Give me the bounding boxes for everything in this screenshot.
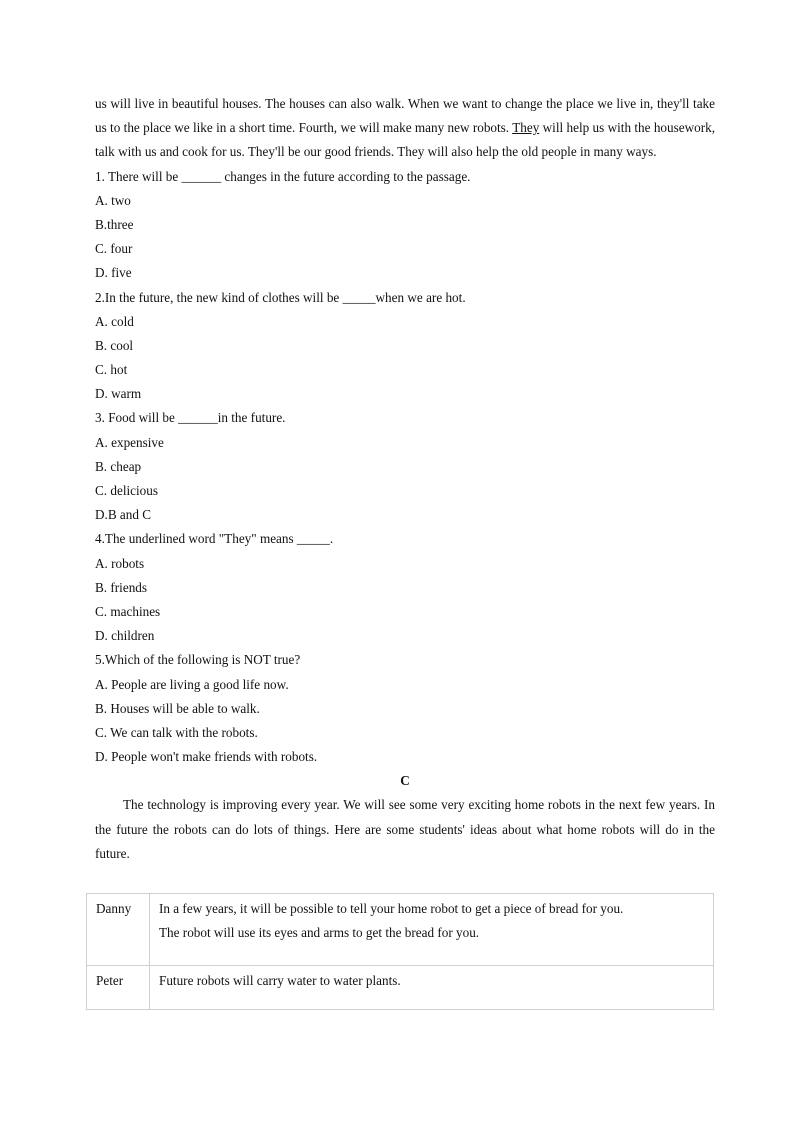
student-name-text: Peter	[96, 973, 124, 988]
question-3	[95, 406, 715, 527]
option-b: B. cool	[95, 337, 134, 353]
option-d: D. People won't make friends with robots.	[95, 749, 318, 765]
option-a: A. two	[95, 192, 131, 208]
option-b: B. cheap	[95, 458, 142, 474]
question-2	[95, 286, 715, 407]
ideas-table	[86, 893, 714, 1010]
student-idea	[150, 894, 714, 966]
option-b: B.three	[95, 216, 134, 232]
question-4	[95, 527, 715, 648]
option-c: C. delicious	[95, 483, 159, 499]
option-c: C. four	[95, 241, 133, 257]
option-a: A. People are living a good life now.	[95, 676, 289, 692]
option-b: B. friends	[95, 579, 148, 595]
table-row	[87, 966, 714, 1010]
question-1	[95, 165, 715, 286]
section-c-title: C	[400, 773, 410, 789]
option-c: C. We can talk with the robots.	[95, 724, 258, 740]
student-name	[87, 966, 150, 1010]
question-stem: 1. There will be ______ changes in the future according to the passage.	[95, 168, 471, 184]
reading-passage	[95, 92, 715, 165]
document-page	[95, 92, 715, 866]
student-idea	[150, 966, 714, 1010]
passage-text-after: will help us with the housework, talk with us and cook for us. They'll be our good friends. They will also help the old people in many ways.	[95, 120, 716, 160]
passage-text-before: us will live in beautiful houses. The houses can also walk. When we want to change the place we live in, they'll take us to the place we like in a short time. Fourth, we will make many new robots.	[95, 96, 715, 136]
section-c-intro: The technology is improving every year. We will see some very exciting home robots in the next few years. In the future the robots can do lots of things. Here are some students' ideas about what home robots will do in the future.	[95, 797, 715, 861]
question-stem: 5.Which of the following is NOT true?	[95, 652, 301, 668]
student-name-text: Danny	[96, 901, 132, 916]
idea-line: The robot will use its eyes and arms to get the bread for you.	[159, 925, 480, 940]
option-d: D. five	[95, 265, 132, 281]
option-d: D. children	[95, 628, 155, 644]
underlined-word: They	[512, 120, 540, 136]
option-d: D. warm	[95, 386, 142, 402]
option-a: A. expensive	[95, 434, 164, 450]
option-c: C. machines	[95, 603, 161, 619]
idea-line: Future robots will carry water to water plants.	[159, 973, 401, 988]
question-stem: 3. Food will be ______in the future.	[95, 410, 286, 426]
option-a: A. robots	[95, 555, 145, 571]
option-a: A. cold	[95, 313, 134, 329]
option-d: D.B and C	[95, 507, 152, 523]
option-b: B. Houses will be able to walk.	[95, 700, 260, 716]
question-stem: 2.In the future, the new kind of clothes will be _____when we are hot.	[95, 289, 466, 305]
option-c: C. hot	[95, 362, 128, 378]
question-stem: 4.The underlined word "They" means _____.	[95, 531, 334, 547]
student-name	[87, 894, 150, 966]
table-row	[87, 894, 714, 966]
question-5	[95, 648, 715, 769]
idea-line: In a few years, it will be possible to tell your home robot to get a piece of bread for you.	[159, 901, 624, 916]
